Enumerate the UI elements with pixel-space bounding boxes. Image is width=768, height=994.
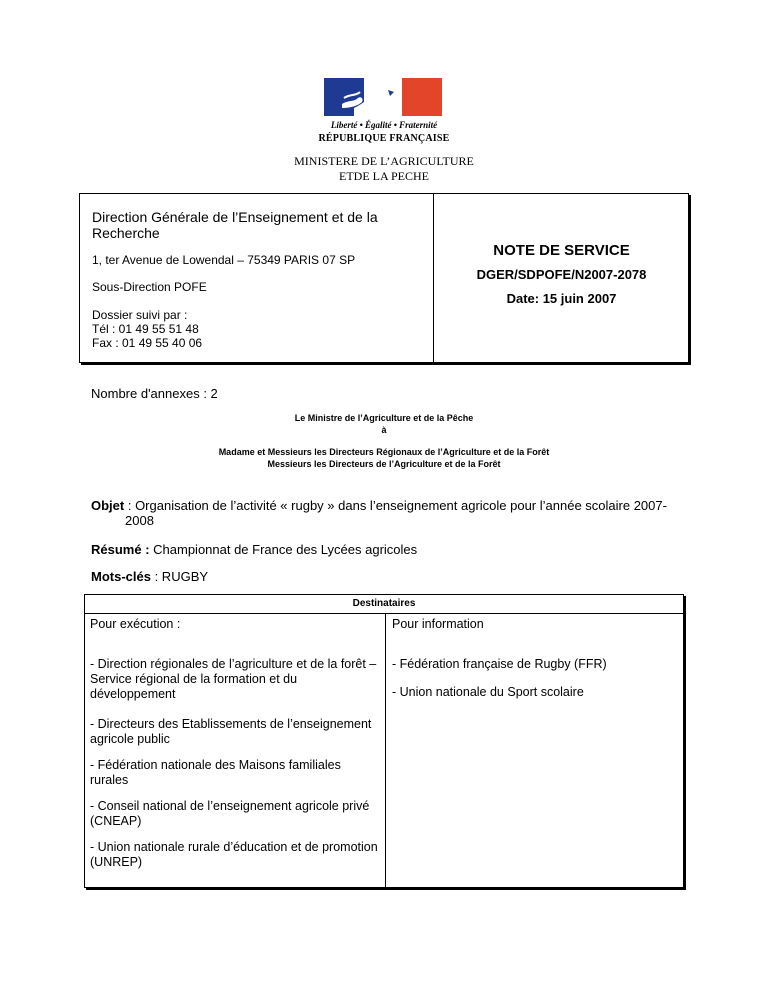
note-reference: DGER/SDPOFE/N2007-2078 bbox=[476, 267, 647, 282]
note-title: NOTE DE SERVICE bbox=[493, 242, 630, 259]
republic-name: RÉPUBLIQUE FRANÇAISE bbox=[318, 133, 450, 144]
execution-item: - Conseil national de l’enseignement agricole privé (CNEAP) bbox=[90, 799, 370, 828]
object-text: : Organisation de l’activité « rugby » dans l’enseignement agricole pour l’année scolaire 2007- bbox=[124, 498, 667, 513]
keywords-line bbox=[91, 569, 208, 584]
recipients-line-1: Madame et Messieurs les Directeurs Régionaux de l’Agriculture et de la Forêt bbox=[218, 447, 550, 457]
summary-label: Résumé : bbox=[91, 542, 150, 557]
sub-direction: Sous-Direction POFE bbox=[92, 280, 207, 294]
execution-item: - Direction régionales de l’agriculture et de la forêt – Service régional de la formation et du développement bbox=[90, 657, 377, 701]
keywords-label: Mots-clés bbox=[91, 569, 151, 584]
fax: Fax : 01 49 55 40 06 bbox=[92, 336, 203, 350]
recipients-title: Destinataires bbox=[85, 595, 683, 614]
header-box bbox=[79, 193, 689, 363]
object-label: Objet bbox=[91, 498, 125, 513]
followed-by: Dossier suivi par : bbox=[92, 308, 188, 322]
recipients-line-2: Messieurs les Directeurs de l’Agriculture et de la Forêt bbox=[267, 459, 501, 469]
summary-text: Championnat de France des Lycées agricoles bbox=[149, 542, 418, 557]
note-date: Date: 15 juin 2007 bbox=[506, 291, 617, 306]
sender: Le Ministre de l’Agriculture et de la Pêche bbox=[294, 413, 474, 423]
republic-logo bbox=[318, 78, 450, 148]
recipients-table bbox=[84, 594, 684, 888]
direction-name: Direction Générale de l’Enseignement et de la Recherche bbox=[92, 209, 378, 241]
ministry-line-2: ETDE LA PECHE bbox=[339, 169, 429, 183]
marianne-flag-icon bbox=[324, 78, 442, 116]
information-item: - Fédération française de Rugby (FFR) bbox=[392, 657, 607, 671]
republic-motto: Liberté • Égalité • Fraternité bbox=[330, 120, 438, 130]
execution-item: - Fédération nationale des Maisons familiales rurales bbox=[90, 758, 341, 787]
execution-item: - Directeurs des Etablissements de l’enseignement agricole public bbox=[90, 717, 372, 746]
to-word: à bbox=[381, 425, 387, 435]
information-label: Pour information bbox=[392, 617, 484, 631]
phone: Tél : 01 49 55 51 48 bbox=[92, 322, 199, 336]
object-line bbox=[91, 498, 711, 513]
object-continuation: 2008 bbox=[125, 513, 154, 528]
information-item: - Union nationale du Sport scolaire bbox=[392, 685, 584, 699]
execution-item: - Union nationale rurale d’éducation et de promotion (UNREP) bbox=[90, 840, 378, 869]
address: 1, ter Avenue de Lowendal – 75349 PARIS 07 SP bbox=[92, 253, 356, 267]
keywords-text: : RUGBY bbox=[150, 569, 209, 584]
execution-label: Pour exécution : bbox=[90, 617, 181, 631]
summary-line bbox=[91, 542, 417, 557]
ministry-line-1: MINISTERE DE L’AGRICULTURE bbox=[294, 154, 474, 168]
recipients-divider bbox=[385, 613, 386, 889]
annex-count: Nombre d'annexes : 2 bbox=[91, 386, 218, 401]
